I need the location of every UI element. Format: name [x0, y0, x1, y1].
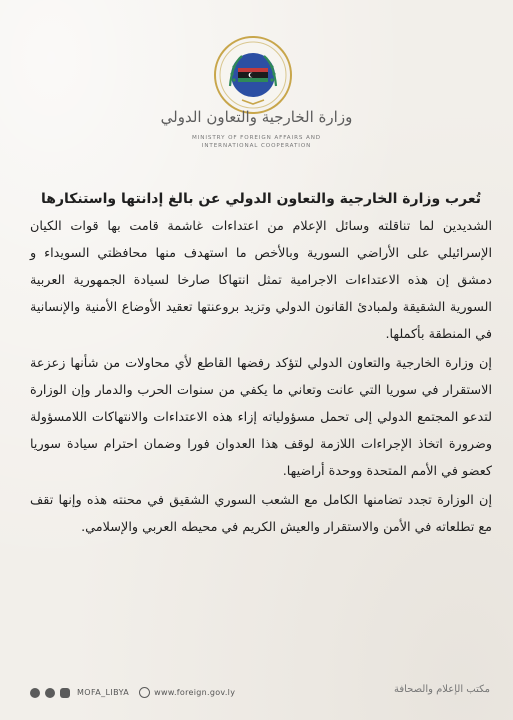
web-icon: [139, 687, 150, 698]
ministry-name-english-line1: MINISTRY OF FOREIGN AFFAIRS AND: [191, 135, 322, 141]
ministry-name-arabic: وزارة الخارجية والتعاون الدولي: [160, 108, 353, 126]
statement-body: [30, 186, 492, 541]
social-links: [30, 687, 235, 698]
statement-title: تُعرب وزارة الخارجية والتعاون الدولي عن بالغ إدانتها واستنكارها: [41, 191, 481, 207]
instagram-icon[interactable]: [60, 688, 70, 698]
statement-paragraph-2: إن وزارة الخارجية والتعاون الدولي لتؤكد رفضها القاطع لأي محاولات من شأنها زعزعة الاستقرار في سوريا التي عانت وتعاني ما يكفي من سنوات الحرب والدمار وإن الوزارة لتدعو المجتمع الدولي إلى تحمل مسؤولياته إزاء هذه الاعتداءات والانتهاكات اللامسؤولة وضرورة اتخاذ الإجراءات اللازمة لوقف هذا العدوان فورا وضمان احترام سيادة سوريا كعضو في الأمم المتحدة ووحدة أراضيها.: [30, 356, 492, 479]
statement-paragraph-3: إن الوزارة تجدد تضامنها الكامل مع الشعب السوري الشقيق في محنته هذه وإنها تقف مع تطلعاته في الأمن والاستقرار والعيش الكريم في محيطه العربي والإسلامي.: [30, 493, 492, 535]
ministry-name-english-line2: INTERNATIONAL COOPERATION: [201, 143, 312, 149]
social-handle[interactable]: MOFA_LIBYA: [77, 688, 130, 697]
facebook-icon[interactable]: [30, 688, 40, 698]
ministry-name-english: [150, 134, 363, 150]
statement-paragraph-1: الشديدين لما تناقلته وسائل الإعلام من اعتداءات غاشمة قامت بها قوات الكيان الإسرائيلي على الأراضي السورية وبالأخص ما استهدف منها محافظتي السويداء و دمشق إن هذه الاعتداءات الاجرامية تمثل انتهاكا صارخا لسيادة الجمهورية العربية السورية الشقيقة ولمبادئ القانون الدولي وتزيد بروعنتها تعقيد الأوضاع الأمنية والإنسانية في المنطقة بأكملها.: [30, 219, 492, 342]
letterhead: [0, 0, 513, 150]
twitter-icon[interactable]: [45, 688, 55, 698]
footer-bar: [24, 684, 494, 702]
website-link[interactable]: www.foreign.gov.ly: [154, 688, 236, 697]
ministry-emblem-icon: [212, 34, 294, 116]
media-office-label: مكتب الإعلام والصحافة: [393, 684, 490, 695]
